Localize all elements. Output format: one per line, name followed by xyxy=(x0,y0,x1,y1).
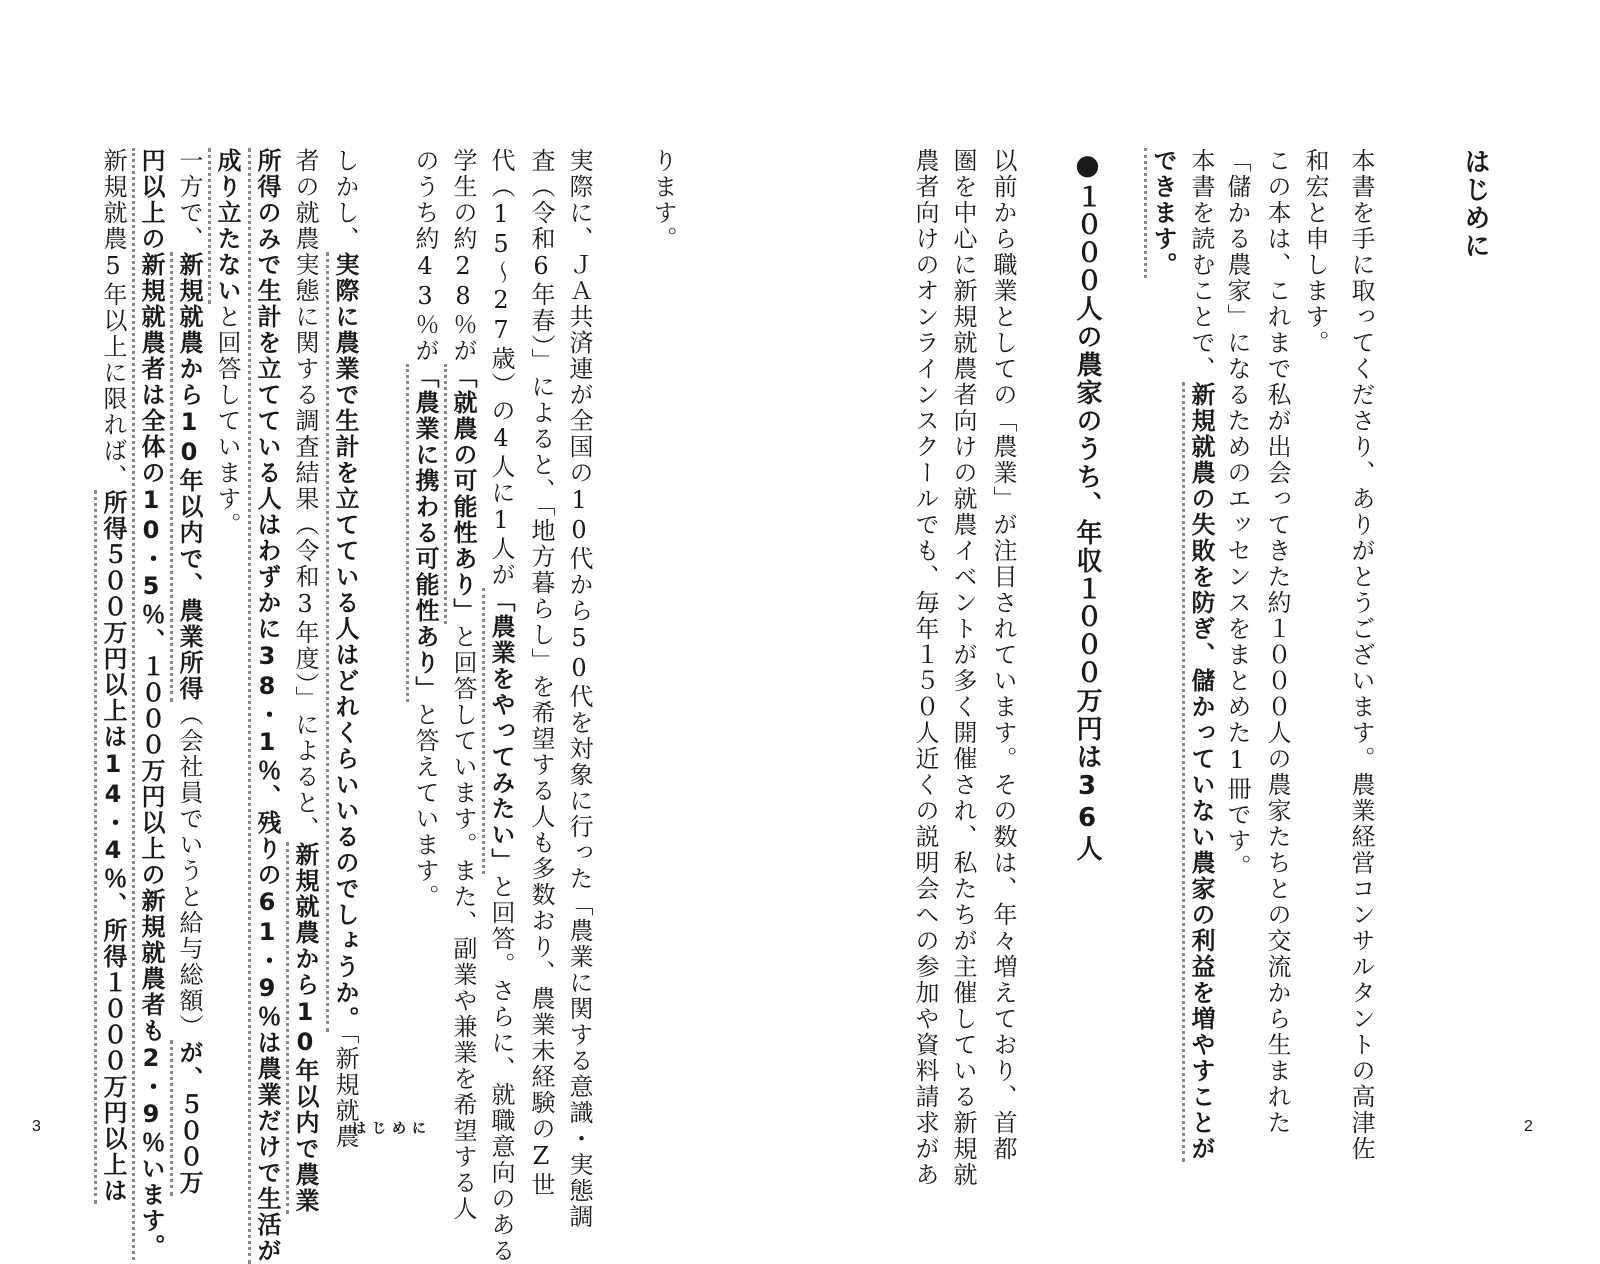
emphasis-text: 成り立たない xyxy=(208,148,241,304)
body-line: この本は、これまで私が出会ってきた約１０００人の農家たちとの交流から生まれた xyxy=(1263,148,1291,1136)
emphasis-text: 新規就農から10年以内で、農業所得 xyxy=(170,252,203,702)
body-line xyxy=(1140,148,1186,1048)
body-text: 本書を読むことで、 xyxy=(1187,148,1215,382)
page-number: 3 xyxy=(32,1118,41,1135)
body-line: ります。 xyxy=(649,148,677,252)
emphasis-text: 「就農の可能性あり」 xyxy=(444,364,477,624)
body-text: のうち約43％が xyxy=(411,148,439,364)
emphasis-text: 所得５００万円以上は14・4％、所得１０００万円以上は xyxy=(94,490,127,1204)
body-text: と答えています。 xyxy=(411,702,439,910)
body-line: 圏を中心に新規就農者向けの就農イベントが多く開催され、私たちが主催している新規就 xyxy=(949,148,977,1188)
body-text: と回答しています。 xyxy=(213,304,241,538)
body-text: 学生の約28％が xyxy=(449,148,477,364)
body-text: と回答。さらに、就職意向のある xyxy=(487,874,515,1264)
body-text: 者の就農実態に関する調査結果（令和3年度）」によると、 xyxy=(291,148,319,842)
body-line: 「儲かる農家」になるためのエッセンスをまとめた1冊です。 xyxy=(1223,148,1251,880)
emphasis-text: 「農業に携わる可能性あり」 xyxy=(406,364,439,702)
emphasis-text: できます。 xyxy=(1144,148,1177,278)
body-line xyxy=(90,148,136,1204)
page-number: 2 xyxy=(1524,1118,1533,1135)
body-text: と回答しています。また、副業や兼業を希望する人 xyxy=(449,624,477,1222)
body-text: 新規就農5年以上に限れば、 xyxy=(99,148,127,490)
emphasis-text: 新規就農から10年以内で農業 xyxy=(286,842,319,1214)
section-heading-text: １０００人の農家のうち、年収１０００万円は36人 xyxy=(1072,183,1102,863)
body-text: しかし、 xyxy=(331,148,359,252)
body-line: 農者向けのオンラインスクールでも、毎年１５０人近くの説明会への参加や資料請求があ xyxy=(911,148,939,1188)
body-line: 査（令和6年春）」によると、「地方暮らし」を希望する人も多数おり、農業未経験のZ世 xyxy=(527,148,555,1198)
emphasis-text: が、５００万 xyxy=(170,1040,203,1196)
body-line xyxy=(402,148,448,1048)
bullet-icon: ● xyxy=(1071,148,1104,183)
body-text: 代（15～27歳）の4人に1人が xyxy=(487,148,515,588)
running-head: はじめに xyxy=(352,1121,432,1137)
emphasis-text: 「農業をやってみたい」 xyxy=(482,588,515,874)
body-line: 本書を手に取ってくださり、ありがとうございます。農業経営コンサルタントの高津佐 xyxy=(1347,148,1375,1162)
chapter-title: はじめに xyxy=(1460,148,1490,260)
body-line xyxy=(322,148,368,1150)
body-text: 一方で、 xyxy=(175,148,203,252)
emphasis-text: 実際に農業で生計を立てている人はどれくらいいるのでしょうか。 xyxy=(326,252,359,1032)
body-text: 「新規就農 xyxy=(331,1032,359,1150)
body-line: 以前から職業としての「農業」が注目されています。その数は、年々増えており、首都 xyxy=(989,148,1017,1162)
body-line: 実際に、ＪＡ共済連が全国の10代から50代を対象に行った「農業に関する意識・実態調 xyxy=(565,148,593,1230)
body-text: （会社員でいうと給与総額） xyxy=(175,702,203,1040)
emphasis-text: 新規就農の失敗を防ぎ、儲かっていない農家の利益を増やすことが xyxy=(1182,382,1215,1162)
body-line xyxy=(244,148,290,1264)
body-line: 和宏と申します。 xyxy=(1301,148,1329,356)
emphasis-text: 所得のみで生計を立てている人はわずかに38・1％、残りの61・9％は農業だけで生活が xyxy=(248,148,281,1264)
emphasis-text: 円以上の新規就農者は全体の10・5％、１０００万円以上の新規就農者も2・9％います。 xyxy=(132,148,165,1260)
section-heading xyxy=(1060,148,1110,1048)
